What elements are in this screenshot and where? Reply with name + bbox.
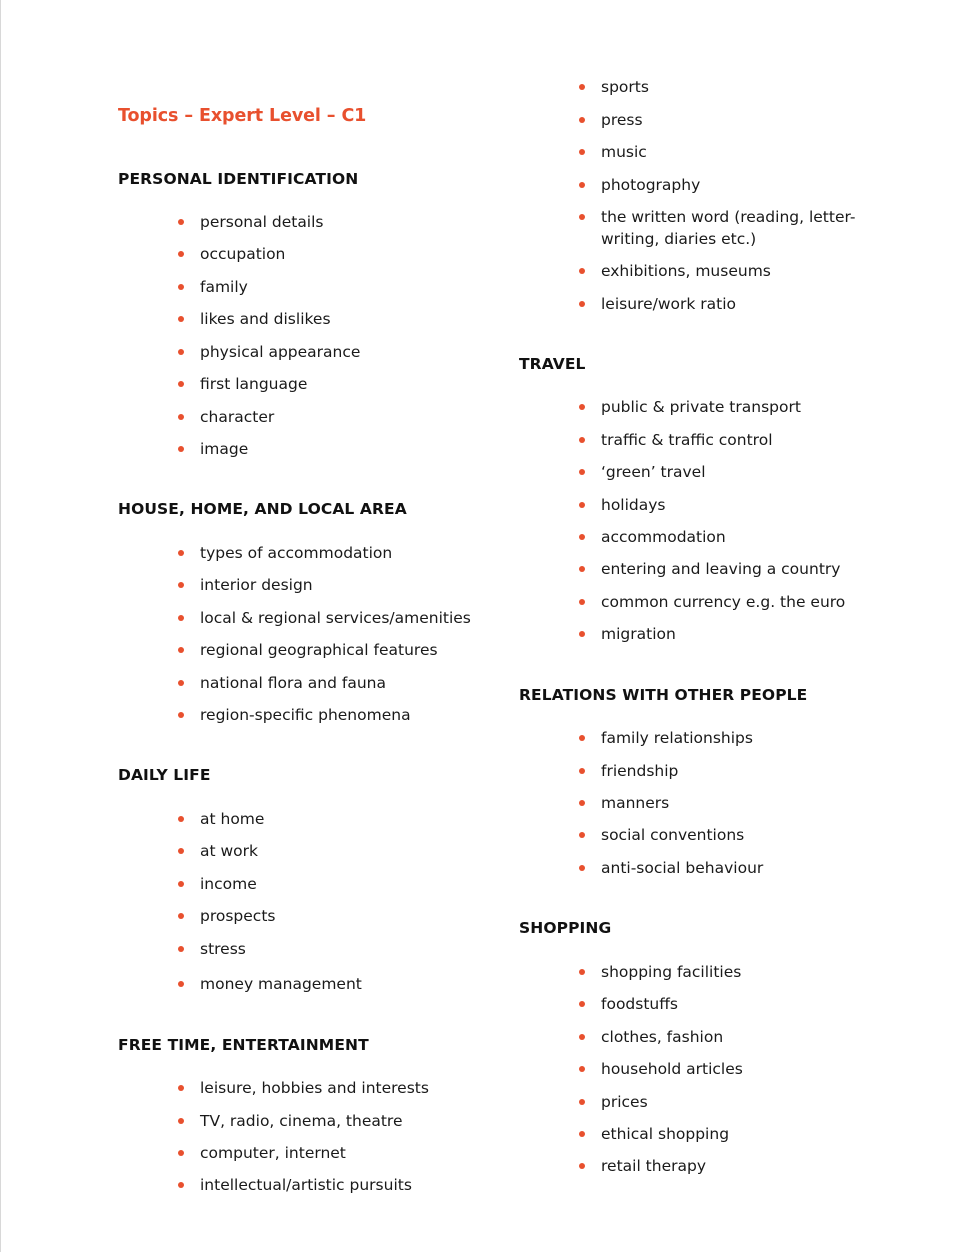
section-heading-travel: TRAVEL [519,355,586,373]
list-item: family relationships [601,729,753,747]
list-item: retail therapy [601,1157,707,1175]
list-item: image [200,440,249,458]
list-item: physical appearance [200,343,361,361]
list-item: personal details [200,213,324,231]
list-item: household articles [601,1060,743,1078]
list-item: anti-social behaviour [601,859,764,877]
section-heading-relations: RELATIONS WITH OTHER PEOPLE [519,686,808,704]
list-item: migration [601,625,676,643]
list-item: at home [200,810,265,828]
list-item: ethical shopping [601,1125,730,1143]
list-item: first language [200,375,308,393]
list-item: social conventions [601,826,745,844]
list-item: public & private transport [601,398,801,416]
list-item: money management [200,975,362,993]
list-item: clothes, fashion [601,1028,724,1046]
list-item: types of accommodation [200,544,393,562]
list-item: likes and dislikes [200,310,331,328]
list-item: traffic & traffic control [601,431,773,449]
list-item: income [200,875,257,893]
list-item: friendship [601,762,679,780]
list-item: stress [200,940,246,958]
list-item: TV, radio, cinema, theatre [200,1112,403,1130]
list-item: computer, internet [200,1144,346,1162]
list-item: prospects [200,907,276,925]
section-heading-house: HOUSE, HOME, AND LOCAL AREA [118,500,407,518]
list-item: family [200,278,248,296]
list-item: regional geographical features [200,641,438,659]
list-item: manners [601,794,670,812]
list-item: music [601,143,647,161]
section-heading-shopping: SHOPPING [519,919,612,937]
section-heading-daily: DAILY LIFE [118,766,211,784]
list-item: leisure/work ratio [601,295,737,313]
list-item: accommodation [601,528,726,546]
section-heading-freetime: FREE TIME, ENTERTAINMENT [118,1036,369,1054]
list-item: the written word (reading, letter-writing, diaries etc.) [601,208,856,248]
list-item: foodstuffs [601,995,678,1013]
list-item: interior design [200,576,313,594]
list-item: exhibitions, museums [601,262,771,280]
list-item: press [601,111,643,129]
list-item: sports [601,78,649,96]
list-item: local & regional services/amenities [200,609,471,627]
list-item: shopping facilities [601,963,742,981]
list-item: common currency e.g. the euro [601,593,846,611]
list-item: intellectual/artistic pursuits [200,1176,412,1194]
list-item: occupation [200,245,286,263]
list-item: prices [601,1093,648,1111]
list-item: leisure, hobbies and interests [200,1079,429,1097]
list-item: at work [200,842,259,860]
list-item: national flora and fauna [200,674,386,692]
page-title: Topics – Expert Level – C1 [118,106,367,126]
page-edge [0,0,1,1252]
list-item: ‘green’ travel [601,463,706,481]
section-heading-personal: PERSONAL IDENTIFICATION [118,170,359,188]
list-item: entering and leaving a country [601,560,841,578]
list-item: region-specific phenomena [200,706,411,724]
list-item: character [200,408,275,426]
list-item: photography [601,176,701,194]
list-item: holidays [601,496,666,514]
